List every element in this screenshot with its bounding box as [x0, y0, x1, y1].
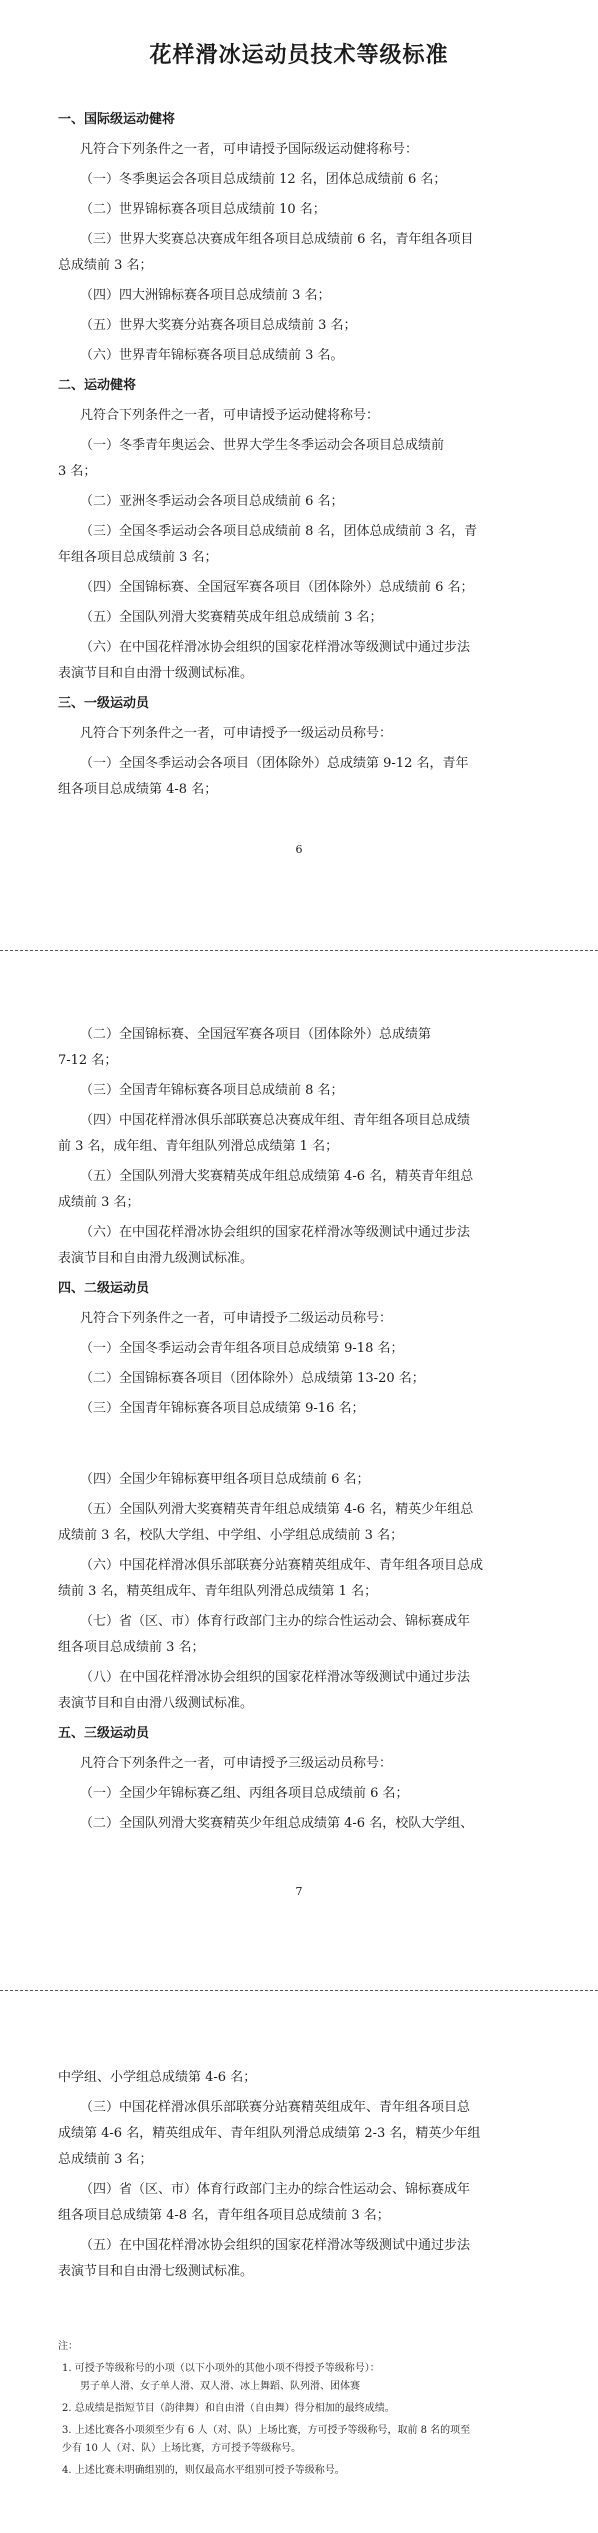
- text-line: 年组各项目总成绩前 3 名；: [58, 550, 218, 565]
- text-line: （一）冬季青年奥运会、世界大学生冬季运动会各项目总成绩前: [80, 438, 445, 453]
- note-line: 1. 可授予等级称号的小项（以下小项外的其他小项不得授予等级称号）：: [62, 2363, 380, 2374]
- text-line: （五）全国队列滑大奖赛精英青年组总成绩第 4-6 名，精英少年组总: [80, 1502, 474, 1517]
- text-line: （四）四大洲锦标赛各项目总成绩前 3 名；: [80, 288, 331, 303]
- section-heading: 二、运动健将: [58, 378, 137, 393]
- text-line: 凡符合下列条件之一者，可申请授予运动健将称号：: [80, 408, 380, 423]
- text-line: （三）全国青年锦标赛各项目总成绩第 9-16 名；: [80, 1401, 365, 1416]
- text-line: 表演节目和自由滑七级测试标准。: [58, 2264, 254, 2279]
- text-line: 组各项目总成绩第 4-8 名；: [58, 782, 218, 797]
- text-line: 3 名；: [58, 464, 97, 479]
- text-line: 表演节目和自由滑十级测试标准。: [58, 666, 254, 681]
- note-line: 少有 10 人（对、队）上场比赛，方可授予等级称号。: [62, 2443, 302, 2454]
- text-line: （一）全国少年锦标赛乙组、丙组各项目总成绩前 6 名；: [80, 1786, 409, 1801]
- text-line: （二）全国队列滑大奖赛精英少年组总成绩第 4-6 名，校队大学组、: [80, 1816, 474, 1831]
- text-line: （三）中国花样滑冰俱乐部联赛分站赛精英组成年、青年组各项目总: [80, 2100, 471, 2115]
- section-heading: 一、国际级运动健将: [58, 112, 176, 127]
- document-page-2: [0, 975, 598, 1430]
- page-number: 6: [295, 843, 303, 856]
- text-line: （二）亚洲冬季运动会各项目总成绩前 6 名；: [80, 494, 344, 509]
- text-line: （四）中国花样滑冰俱乐部联赛总决赛成年组、青年组各项目总成绩: [80, 1113, 471, 1128]
- page-number: 7: [295, 1885, 303, 1898]
- document-page-1: [0, 0, 598, 920]
- text-line: （五）世界大奖赛分站赛各项目总成绩前 3 名；: [80, 318, 357, 333]
- text-line: 成绩前 3 名；: [58, 1195, 140, 1210]
- text-line: （二）世界锦标赛各项目总成绩前 10 名；: [80, 202, 326, 217]
- section-heading: 三、一级运动员: [58, 696, 150, 711]
- text-line: （七）省（区、市）体育行政部门主办的综合性运动会、锦标赛成年: [80, 1614, 471, 1629]
- text-line: 凡符合下列条件之一者，可申请授予二级运动员称号：: [80, 1311, 393, 1326]
- text-line: （五）全国队列滑大奖赛精英成年组总成绩前 3 名；: [80, 610, 383, 625]
- text-line: （二）全国锦标赛各项目（团体除外）总成绩第 13-20 名；: [80, 1371, 425, 1386]
- note-line: 男子单人滑、女子单人滑、双人滑、冰上舞蹈、队列滑、团体赛: [80, 2381, 360, 2392]
- document-title: 花样滑冰运动员技术等级标准: [149, 42, 449, 68]
- section-heading: 五、三级运动员: [58, 1726, 150, 1741]
- text-line: 总成绩前 3 名；: [58, 2152, 153, 2167]
- page-separator: [0, 1990, 598, 1991]
- text-line: （三）全国青年锦标赛各项目总成绩前 8 名；: [80, 1083, 344, 1098]
- text-line: （一）冬季奥运会各项目总成绩前 12 名，团体总成绩前 6 名；: [80, 172, 447, 187]
- text-line: （一）全国冬季运动会各项目（团体除外）总成绩第 9-12 名，青年: [80, 756, 469, 771]
- text-line: 总成绩前 3 名；: [58, 258, 153, 273]
- text-line: （六）在中国花样滑冰协会组织的国家花样滑冰等级测试中通过步法: [80, 640, 471, 655]
- text-line: （六）世界青年锦标赛各项目总成绩前 3 名。: [80, 348, 344, 363]
- text-line: （六）在中国花样滑冰协会组织的国家花样滑冰等级测试中通过步法: [80, 1225, 471, 1240]
- text-line: （四）全国锦标赛、全国冠军赛各项目（团体除外）总成绩前 6 名；: [80, 580, 474, 595]
- note-line: 注：: [58, 2341, 78, 2352]
- text-line: （五）全国队列滑大奖赛精英成年组总成绩第 4-6 名，精英青年组总: [80, 1169, 474, 1184]
- text-line: 凡符合下列条件之一者，可申请授予三级运动员称号：: [80, 1756, 393, 1771]
- document-page-3: [0, 2070, 598, 2533]
- text-line: （三）全国冬季运动会各项目总成绩前 8 名，团体总成绩前 3 名，青: [80, 524, 478, 539]
- text-line: （四）全国少年锦标赛甲组各项目总成绩前 6 名；: [80, 1472, 370, 1487]
- text-line: 7-12 名；: [58, 1053, 118, 1068]
- text-line: 组各项目总成绩第 4-8 名，青年组各项目总成绩前 3 名；: [58, 2208, 390, 2223]
- section-heading: 四、二级运动员: [58, 1281, 150, 1296]
- text-line: 中学组、小学组总成绩第 4-6 名；: [58, 2070, 257, 2085]
- text-line: （八）在中国花样滑冰协会组织的国家花样滑冰等级测试中通过步法: [80, 1670, 471, 1685]
- text-line: （一）全国冬季运动会青年组各项目总成绩第 9-18 名；: [80, 1341, 404, 1356]
- text-line: 凡符合下列条件之一者，可申请授予一级运动员称号：: [80, 726, 393, 741]
- text-line: （二）全国锦标赛、全国冠军赛各项目（团体除外）总成绩第: [80, 1027, 432, 1042]
- text-line: （四）省（区、市）体育行政部门主办的综合性运动会、锦标赛成年: [80, 2182, 471, 2197]
- text-line: 成绩前 3 名，校队大学组、中学组、小学组总成绩前 3 名；: [58, 1528, 404, 1543]
- text-line: 表演节目和自由滑八级测试标准。: [58, 1696, 254, 1711]
- text-line: 凡符合下列条件之一者，可申请授予国际级运动健将称号：: [80, 142, 419, 157]
- note-line: 2. 总成绩是指短节目（韵律舞）和自由滑（自由舞）得分相加的最终成绩。: [62, 2403, 395, 2414]
- note-line: 3. 上述比赛各小项须至少有 6 人（对、队）上场比赛，方可授予等级称号，取前 8 名的项至: [62, 2425, 471, 2436]
- text-line: 前 3 名，成年组、青年组队列滑总成绩第 1 名；: [58, 1139, 339, 1154]
- text-line: （六）中国花样滑冰俱乐部联赛分站赛精英组成年、青年组各项目总成: [80, 1558, 484, 1573]
- text-line: （五）在中国花样滑冰协会组织的国家花样滑冰等级测试中通过步法: [80, 2238, 471, 2253]
- page-separator: [0, 950, 598, 951]
- text-line: 表演节目和自由滑九级测试标准。: [58, 1251, 254, 1266]
- text-line: 绩前 3 名，精英组成年、青年组队列滑总成绩第 1 名；: [58, 1584, 378, 1599]
- text-line: 组各项目总成绩前 3 名；: [58, 1640, 205, 1655]
- text-line: 成绩第 4-6 名，精英组成年、青年组队列滑总成绩第 2-3 名，精英少年组: [58, 2126, 481, 2141]
- document-page-2-continued: [0, 1472, 598, 1872]
- note-line: 4. 上述比赛未明确组别的，则仅最高水平组别可授予等级称号。: [62, 2465, 345, 2476]
- text-line: （三）世界大奖赛总决赛成年组各项目总成绩前 6 名，青年组各项目: [80, 232, 474, 247]
